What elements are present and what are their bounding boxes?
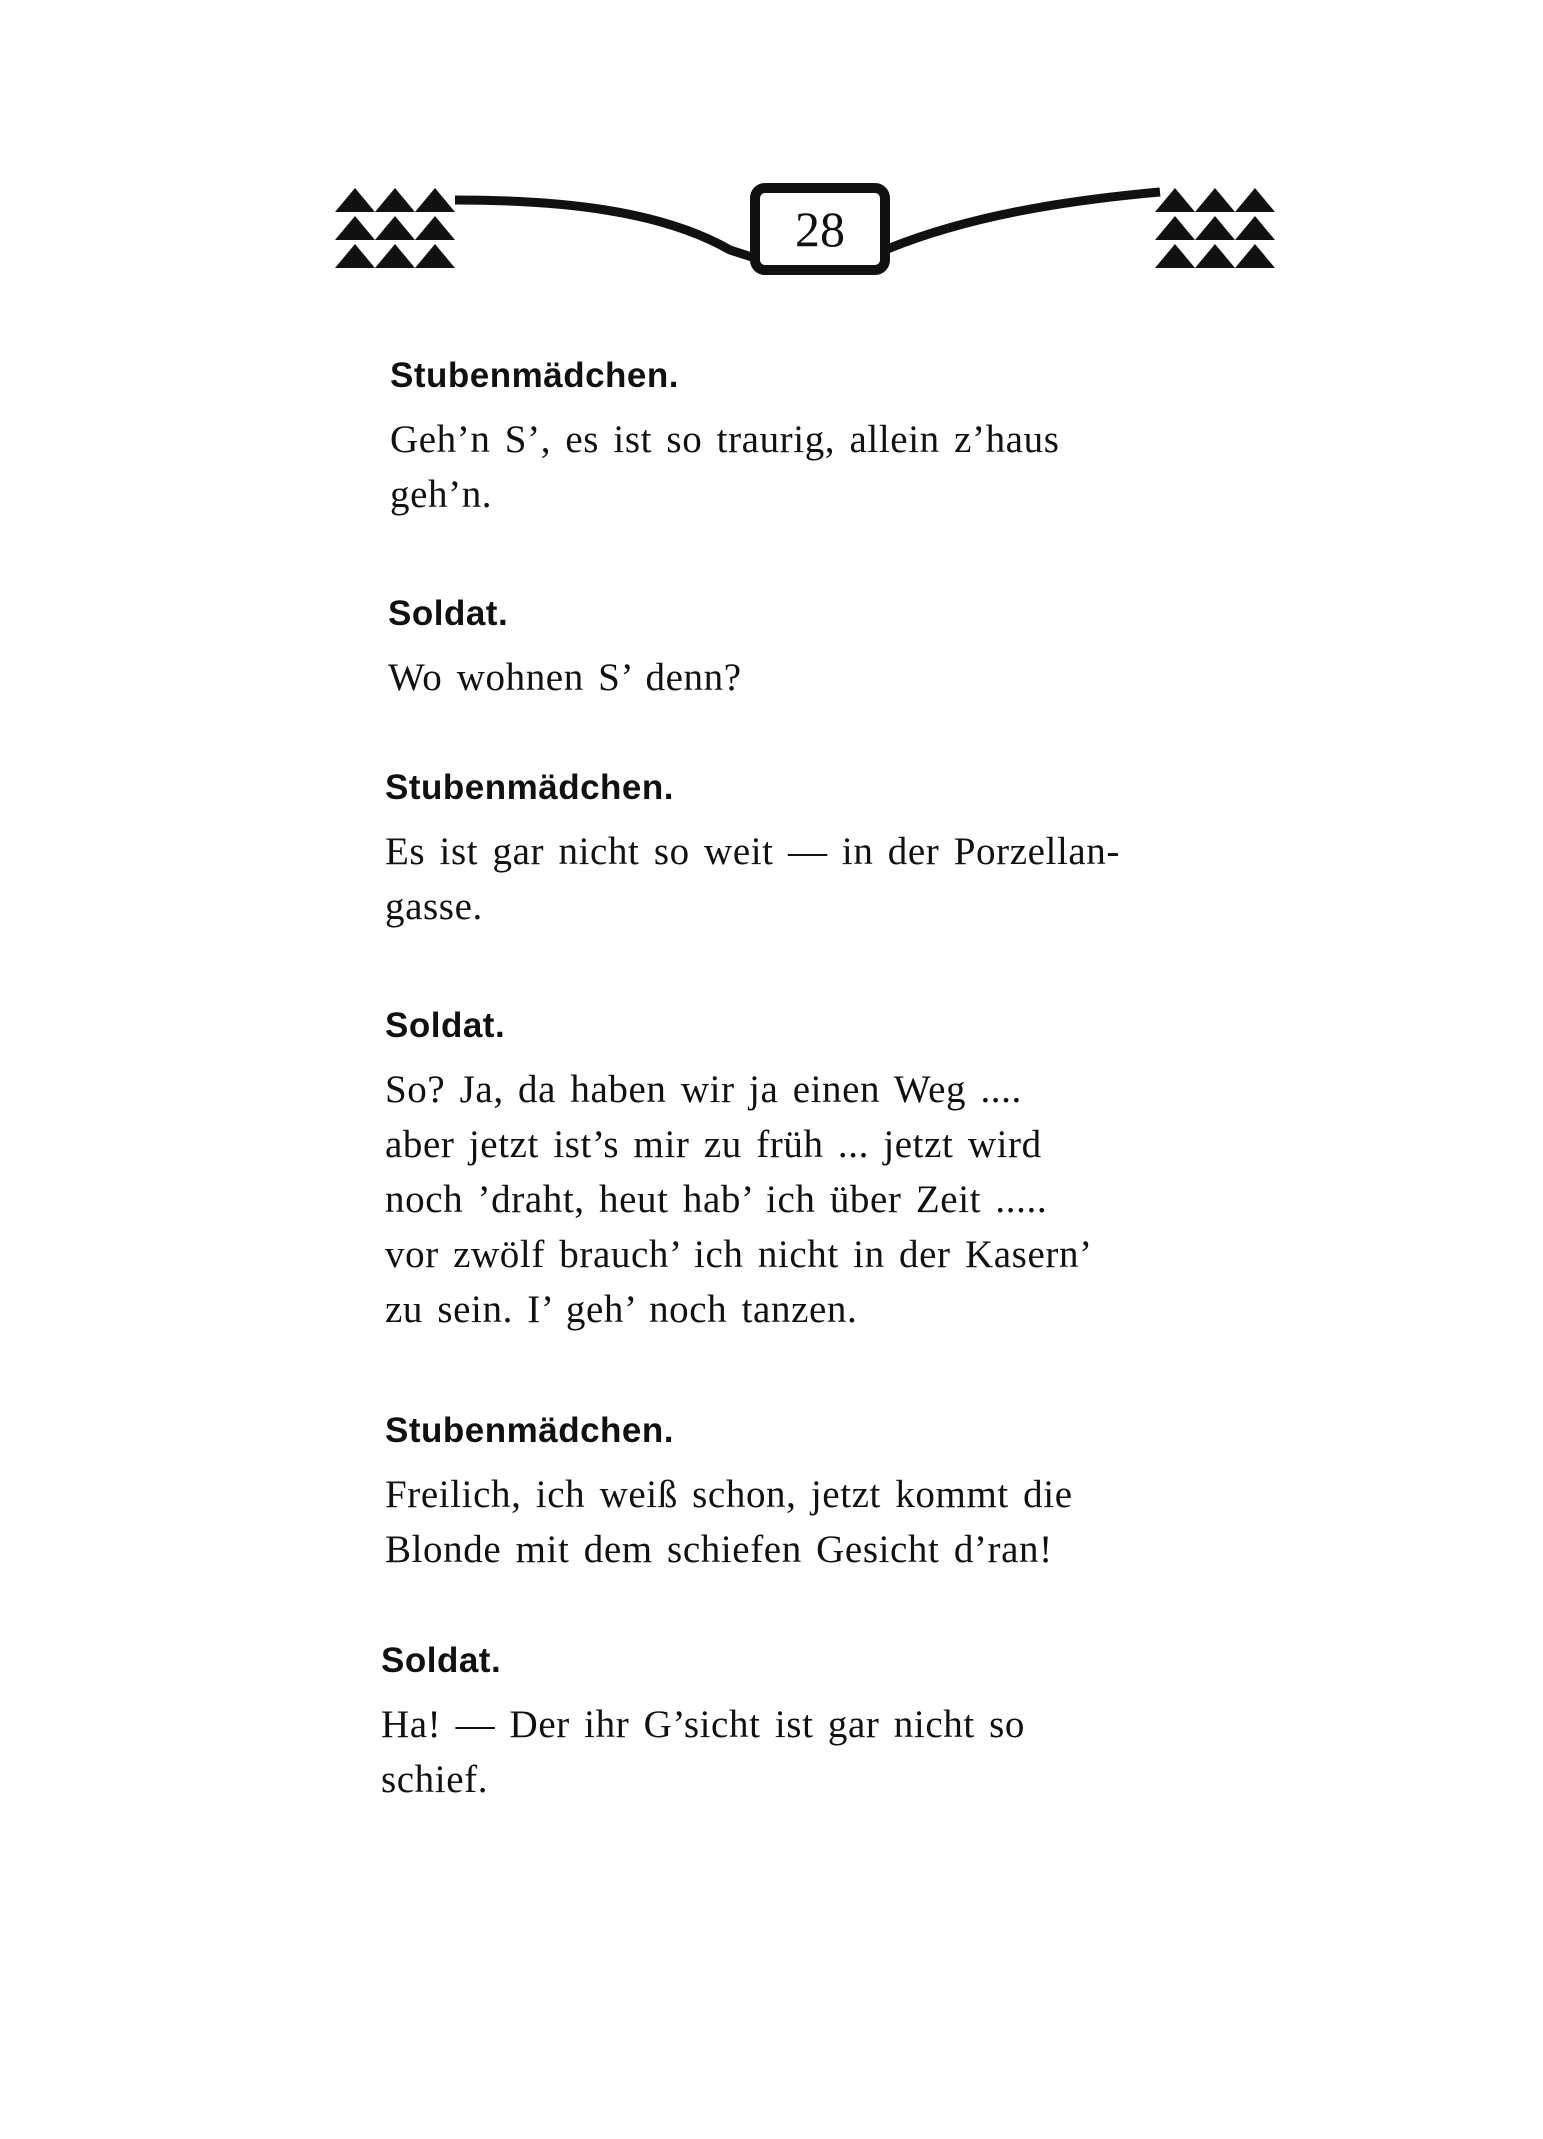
dialogue-line: gasse. <box>385 885 483 928</box>
dialogue-line: geh’n. <box>390 473 493 516</box>
speaker-name: Soldat. <box>381 1641 502 1680</box>
left-swoop-line <box>455 200 755 258</box>
dialogue-line: So? Ja, da haben wir ja einen Weg .... <box>385 1068 1022 1111</box>
speaker-name: Stubenmädchen. <box>390 356 679 395</box>
dialogue-line: Ha! — Der ihr G’sicht ist gar nicht so <box>381 1703 1026 1746</box>
right-triangle-cluster-icon <box>1155 188 1275 268</box>
dialogue-line: aber jetzt ist’s mir zu früh ... jetzt wird <box>385 1123 1042 1166</box>
speaker-name: Soldat. <box>385 1006 506 1045</box>
speaker-name: Stubenmädchen. <box>385 1411 674 1450</box>
dialogue-line: Wo wohnen S’ denn? <box>388 656 742 699</box>
dialogue-block <box>385 1405 1073 1577</box>
dialogue-line: vor zwölf brauch’ ich nicht in der Kasern’ <box>385 1233 1093 1276</box>
dialogue-block <box>390 350 1059 522</box>
dialogue-block <box>385 1000 1093 1337</box>
dialogue-line: Es ist gar nicht so weit — in der Porzellan- <box>385 830 1120 873</box>
dialogue-line: schief. <box>381 1758 489 1801</box>
dialogue-block <box>381 1635 1025 1807</box>
dialogue-line: Freilich, ich weiß schon, jetzt kommt die <box>385 1473 1073 1516</box>
dialogue-line: zu sein. I’ geh’ noch tanzen. <box>385 1288 858 1331</box>
dialogue-line: Blonde mit dem schiefen Gesicht d’ran! <box>385 1528 1053 1571</box>
right-swoop-line <box>885 192 1160 250</box>
dialogue-line: noch ’draht, heut hab’ ich über Zeit ..... <box>385 1178 1048 1221</box>
page-header-ornament <box>330 170 1290 290</box>
left-triangle-cluster-icon <box>335 188 455 268</box>
dialogue-line: Geh’n S’, es ist so traurig, allein z’haus <box>390 418 1060 461</box>
dialogue-block <box>388 588 742 705</box>
speaker-name: Stubenmädchen. <box>385 768 674 807</box>
speaker-name: Soldat. <box>388 594 509 633</box>
dialogue-block <box>385 762 1120 934</box>
page-number: 28 <box>795 201 845 257</box>
